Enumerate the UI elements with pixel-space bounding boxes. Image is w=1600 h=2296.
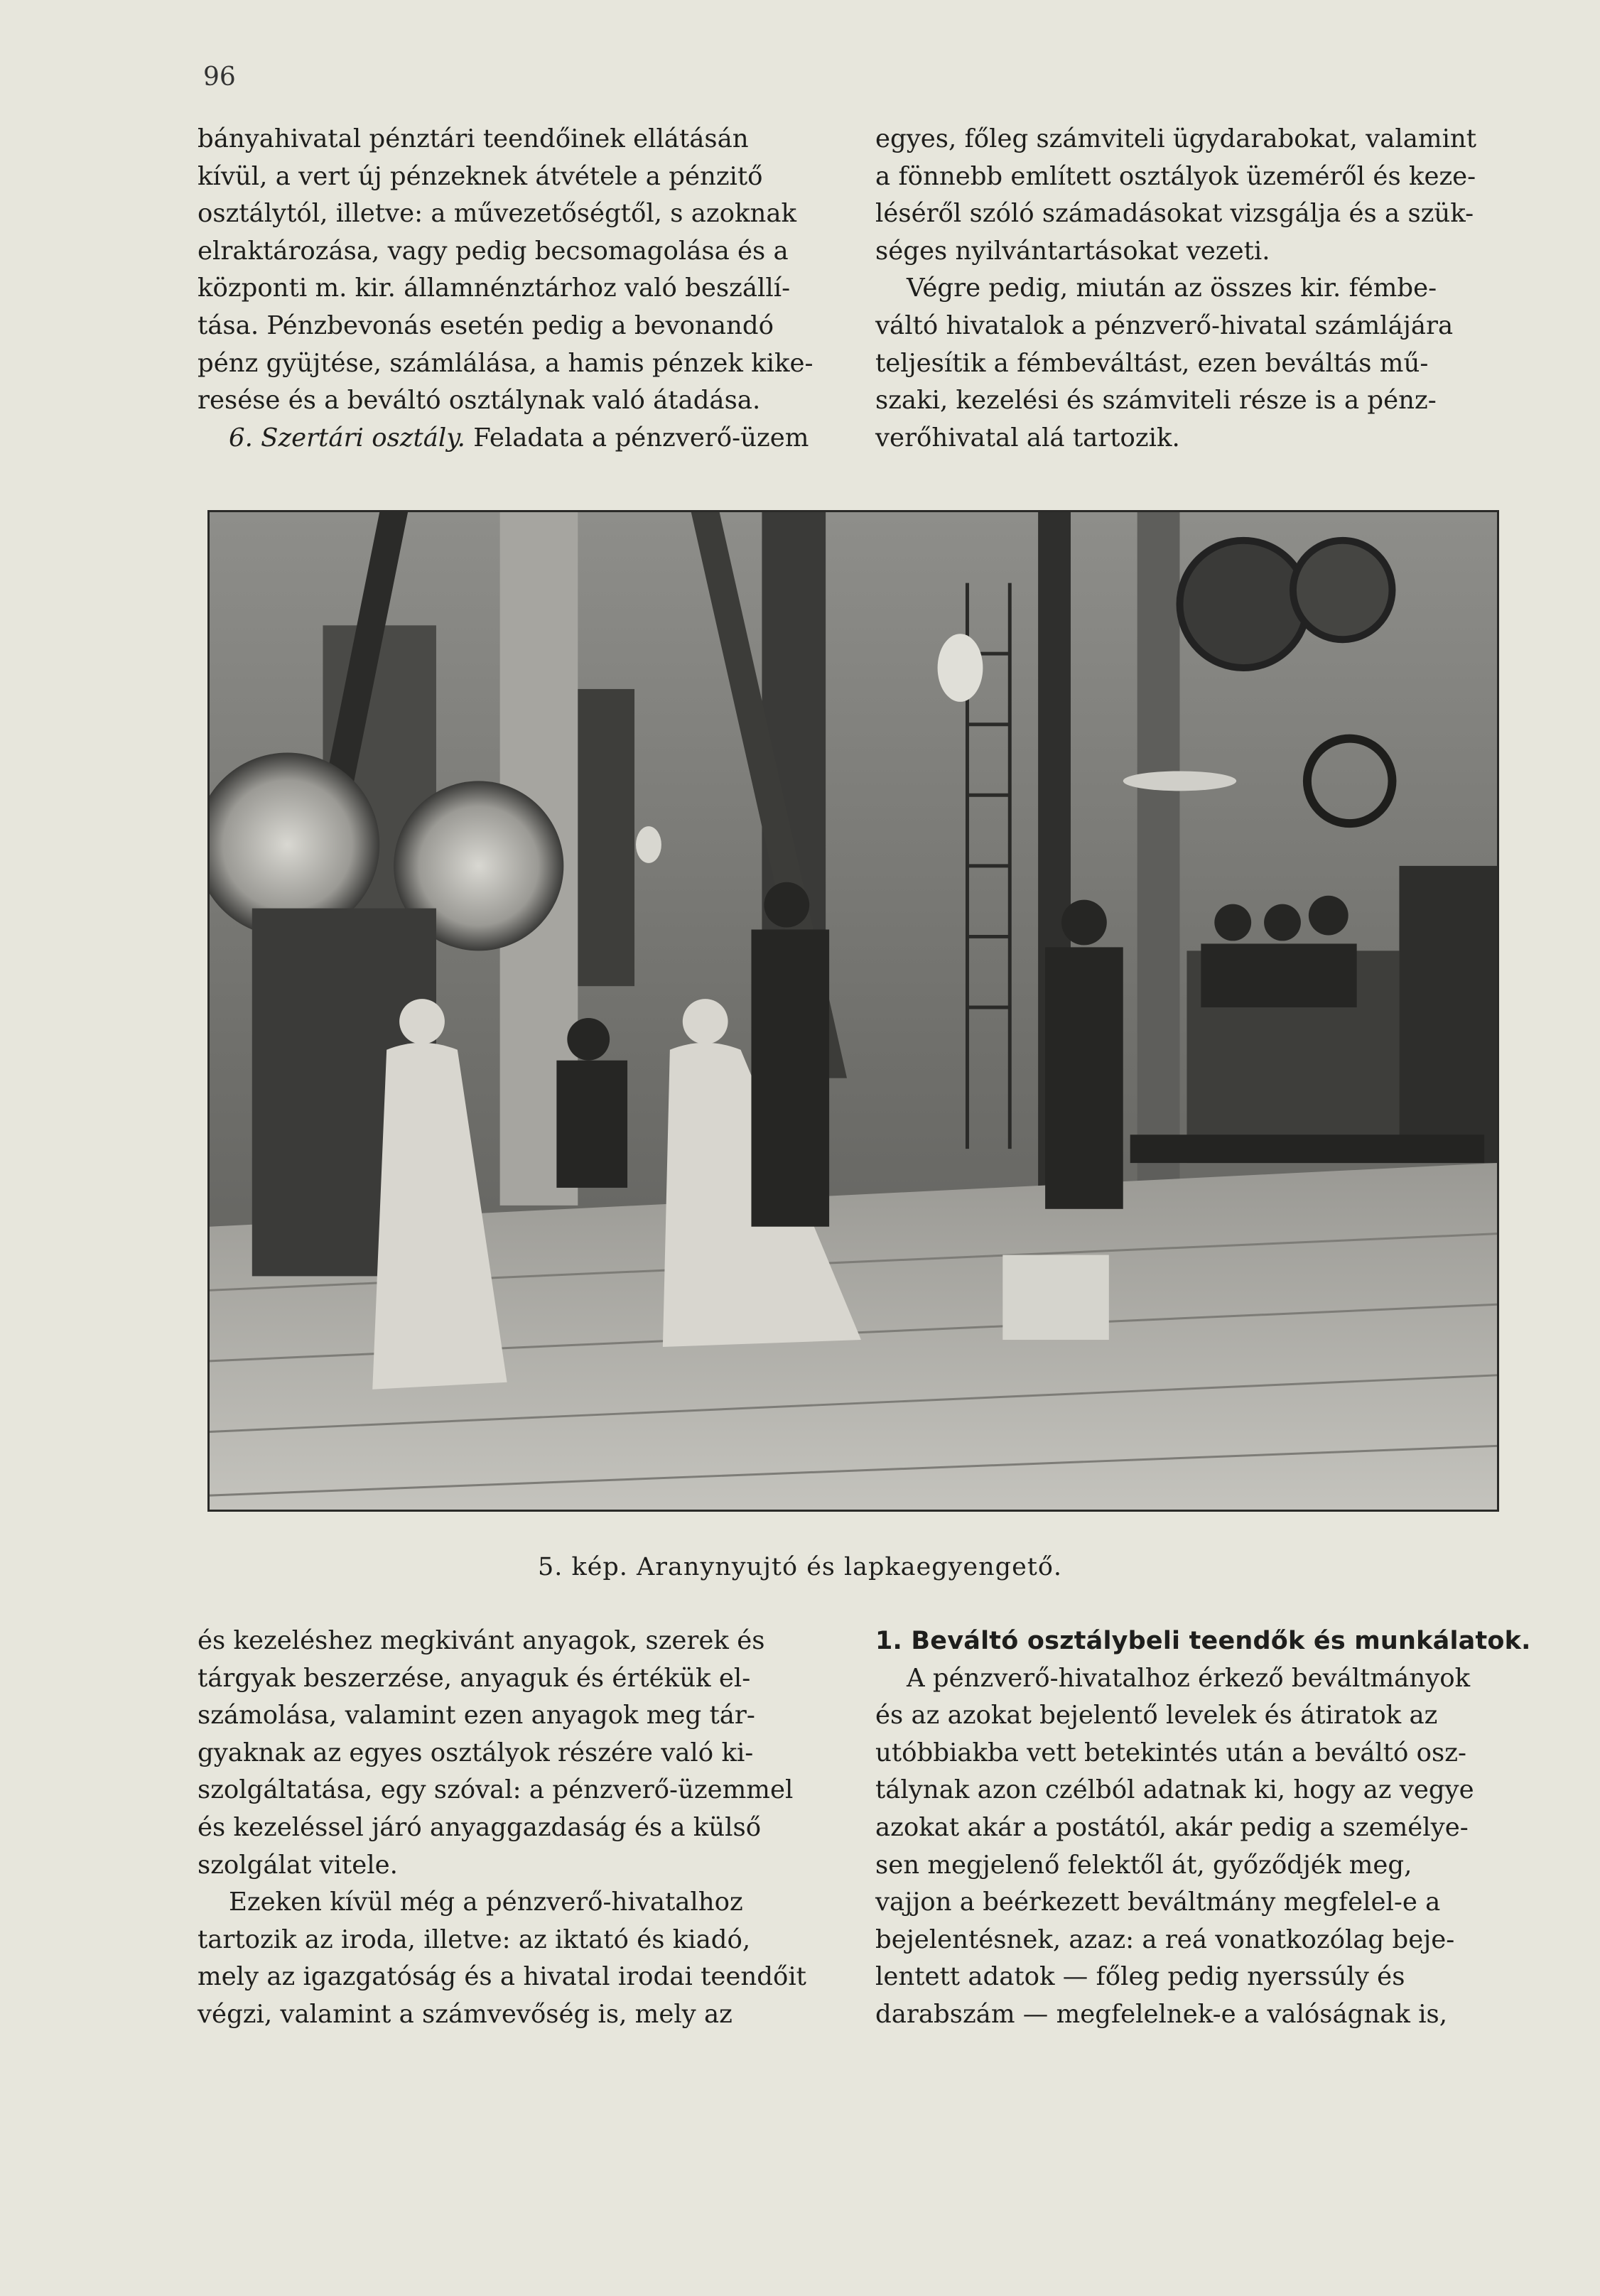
text-line: bányahivatal pénztári teendőinek ellátásán xyxy=(198,124,749,153)
text-fragment: Feladata a pénzverő-üzem xyxy=(465,423,809,453)
text-line: végzi, valamint a számvevőség is, mely az xyxy=(198,1999,733,2029)
text-line: elraktározása, vagy pedig becsomagolása és a xyxy=(198,236,789,266)
text-line: tása. Pénzbevonás esetén pedig a bevonandó xyxy=(198,310,774,340)
section-label-szertari: 6. Szertári osztály. xyxy=(229,423,465,453)
text-line: resése és a beváltó osztálynak való átadása. xyxy=(198,386,761,416)
text-line: lentett adatok — főleg pedig nyerssúly és xyxy=(875,1962,1405,1992)
text-line: sen megjelenő felektől át, győződjék meg, xyxy=(875,1850,1412,1880)
text-line: kívül, a vert új pénzeknek átvétele a pénzitő xyxy=(198,161,763,191)
text-line: egyes, főleg számviteli ügydarabokat, valamint xyxy=(875,124,1477,153)
text-line: és az azokat bejelentő levelek és átiratok az xyxy=(875,1701,1438,1731)
text-line: teljesítik a fémbeváltást, ezen beváltás mű- xyxy=(875,348,1429,378)
text-column-bottom-right xyxy=(875,1623,1531,2034)
text-line xyxy=(198,420,837,457)
text-line: tálynak azon czélból adatnak ki, hogy az vegye xyxy=(875,1775,1474,1805)
text-line: szolgáltatása, egy szóval: a pénzverő-üzemmel xyxy=(198,1775,794,1805)
text-line: központi m. kir. államnénztárhoz való beszállí- xyxy=(198,274,791,303)
text-line: és kezeléssel járó anyaggazdaság és a külső xyxy=(198,1812,762,1842)
text-line: a fönnebb említett osztályok üzeméről és keze- xyxy=(875,161,1476,191)
text-column-bottom-left xyxy=(198,1623,837,2034)
text-line: szolgálat vitele. xyxy=(198,1850,398,1880)
text-line: osztálytól, illetve: a művezetőségtől, s azoknak xyxy=(198,199,797,229)
text-column-top-right xyxy=(875,121,1515,457)
text-line: verőhivatal alá tartozik. xyxy=(875,423,1180,453)
text-line: Végre pedig, miután az összes kir. fémbe- xyxy=(907,274,1437,303)
text-line: utóbbiakba vett betekintés után a beváltó osz- xyxy=(875,1738,1466,1767)
text-line: azokat akár a postától, akár pedig a személye- xyxy=(875,1812,1469,1842)
text-line: séges nyilvántartásokat vezeti. xyxy=(875,236,1270,266)
text-line: tartozik az iroda, illetve: az iktató és kiadó, xyxy=(198,1924,751,1954)
text-line: gyaknak az egyes osztályok részére való ki- xyxy=(198,1738,754,1767)
text-line: és kezeléshez megkivánt anyagok, szerek és xyxy=(198,1626,765,1655)
factory-photograph xyxy=(207,510,1499,1512)
text-line: A pénzverő-hivatalhoz érkező beváltmányok xyxy=(907,1663,1471,1693)
text-line: vajjon a beérkezett beváltmány megfelel-e a xyxy=(875,1888,1441,1917)
text-line: szaki, kezelési és számviteli része is a pénz- xyxy=(875,386,1437,416)
text-line: pénz gyüjtése, számlálása, a hamis pénzek kike- xyxy=(198,348,813,378)
text-line: Ezeken kívül még a pénzverő-hivatalhoz xyxy=(229,1888,743,1917)
section-heading: 1. Beváltó osztálybeli teendők és munkálatok. xyxy=(875,1627,1531,1655)
figure-caption: 5. kép. Aranynyujtó és lapkaegyengető. xyxy=(537,1553,1063,1581)
text-line: léséről szóló számadásokat vizsgálja és a szük- xyxy=(875,199,1474,229)
text-line: bejelentésnek, azaz: a reá vonatkozólag beje- xyxy=(875,1924,1455,1954)
photograph-drawing xyxy=(210,512,1497,1510)
page-number: 96 xyxy=(203,63,236,92)
text-line: tárgyak beszerzése, anyaguk és értékük el- xyxy=(198,1663,751,1693)
text-line: mely az igazgatóság és a hivatal irodai teendőit xyxy=(198,1962,806,1992)
text-line: számolása, valamint ezen anyagok meg tár- xyxy=(198,1701,755,1731)
text-line: darabszám — megfelelnek-e a valóságnak is, xyxy=(875,1999,1448,2029)
text-line: váltó hivatalok a pénzverő-hivatal számlájára xyxy=(875,310,1454,340)
text-column-top-left xyxy=(198,121,837,457)
